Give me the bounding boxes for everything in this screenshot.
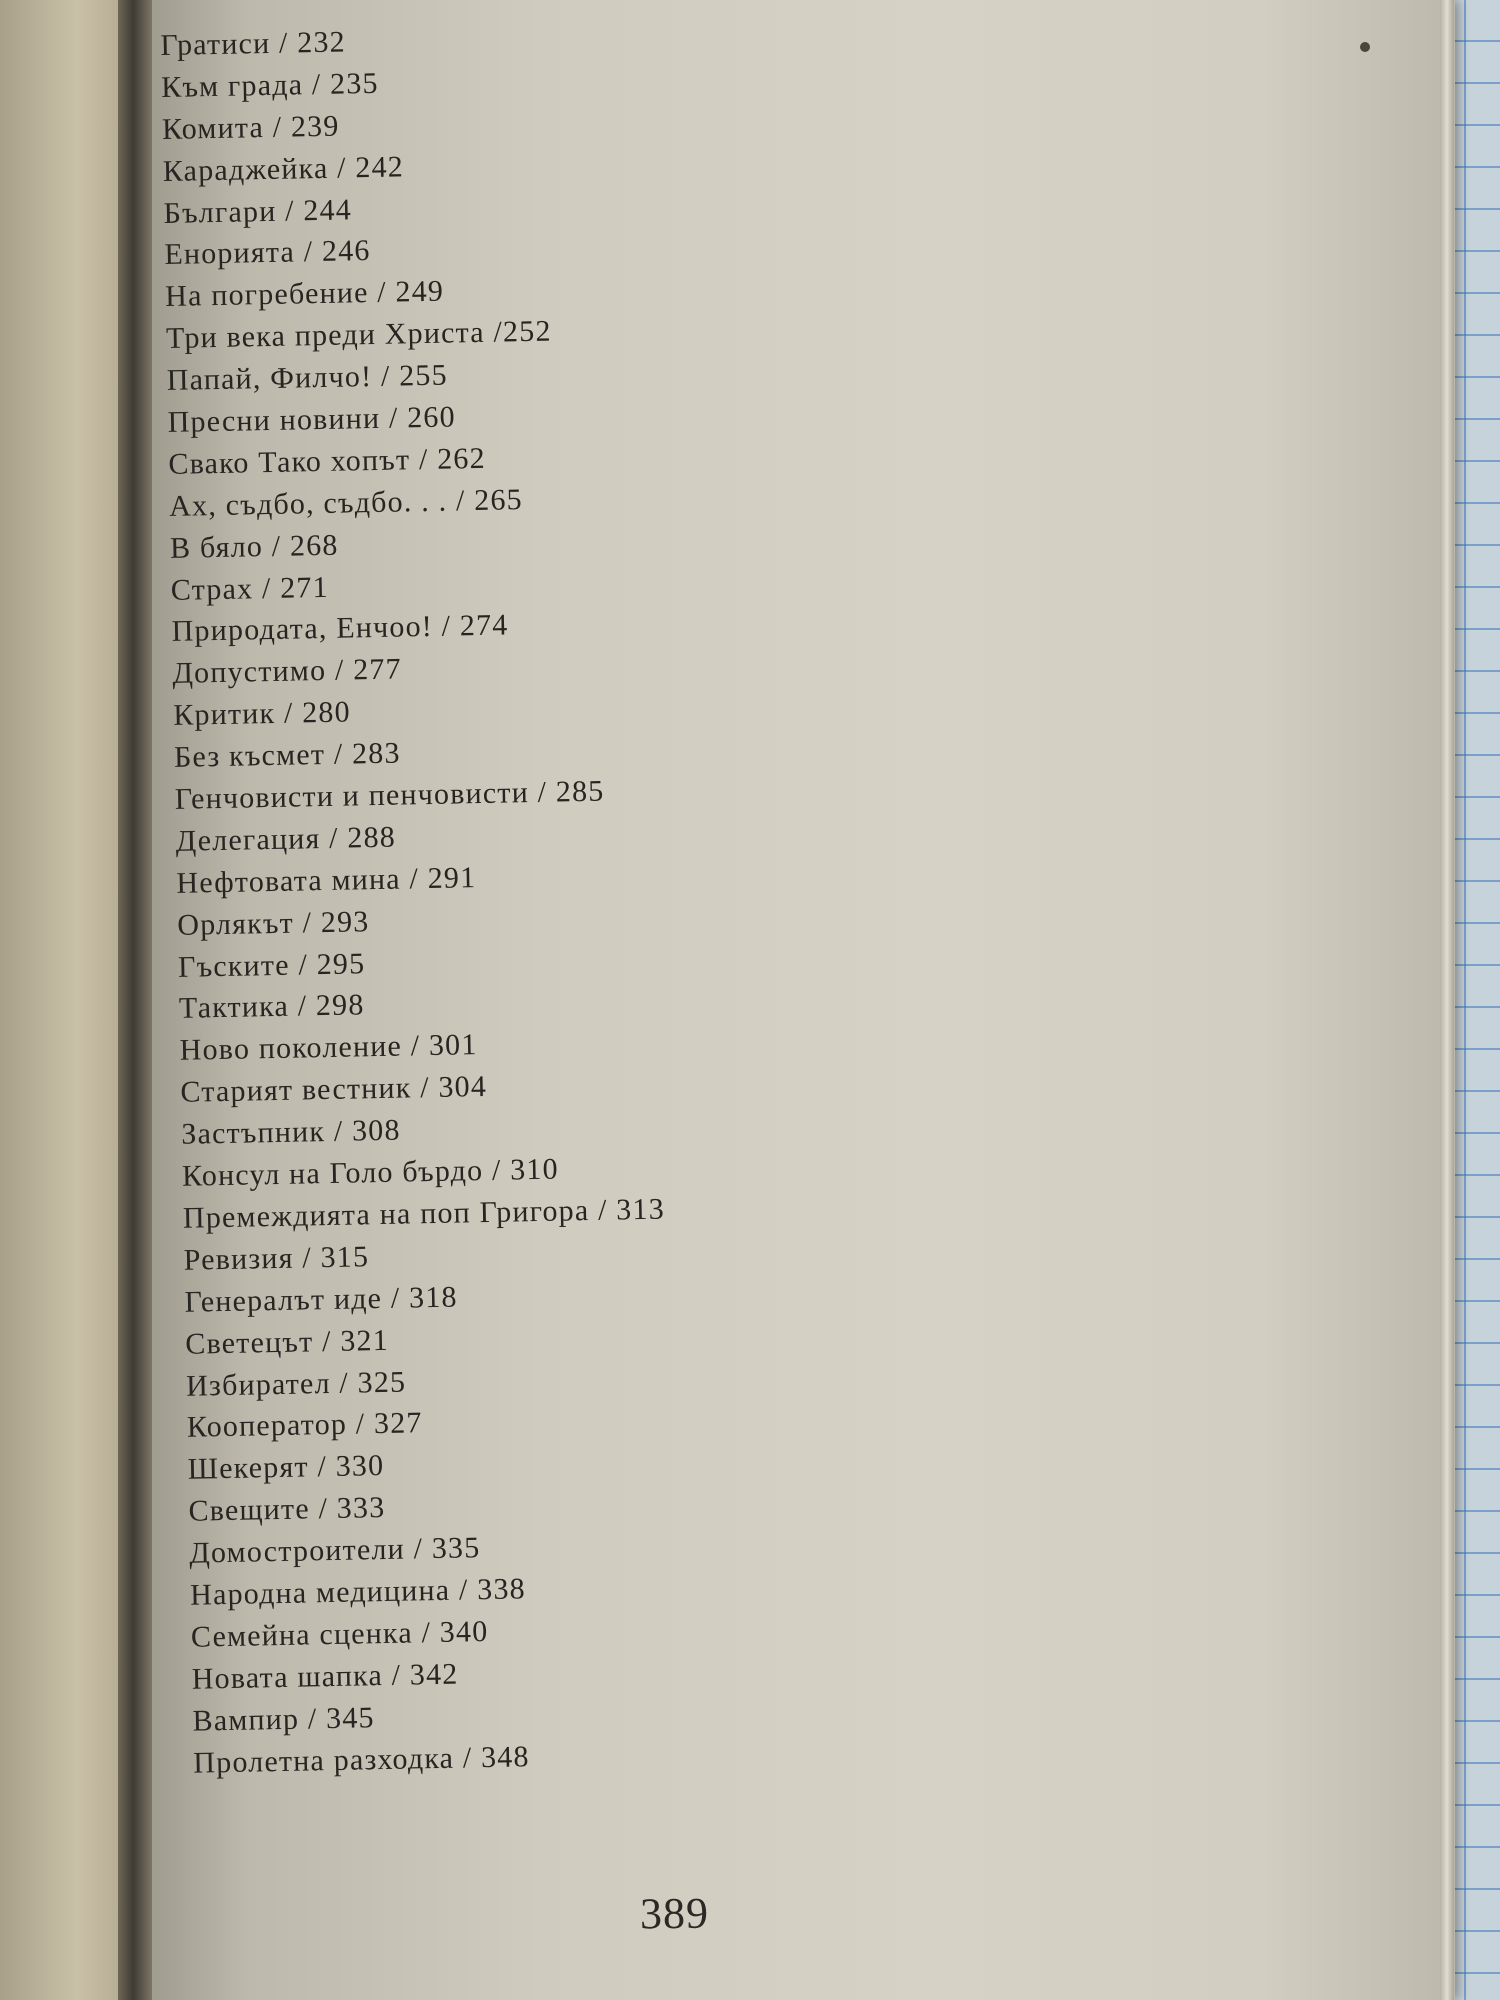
toc-entry: Допустимо / 277 bbox=[172, 652, 403, 691]
toc-entry: Старият вестник / 304 bbox=[180, 1070, 488, 1110]
toc-entry: Избирател / 325 bbox=[185, 1365, 407, 1403]
toc-entry: Българи / 244 bbox=[163, 192, 353, 230]
toc-entry: Новата шапка / 342 bbox=[191, 1657, 459, 1696]
toc-entry: Три века преди Христа /252 bbox=[165, 314, 552, 356]
toc-entry: Към града / 235 bbox=[160, 66, 380, 104]
paper-speck bbox=[1360, 42, 1370, 52]
toc-entry: Тактика / 298 bbox=[178, 988, 365, 1026]
toc-entry: Консул на Голо бърдо / 310 bbox=[181, 1152, 560, 1193]
toc-entry: В бяло / 268 bbox=[169, 528, 339, 565]
toc-entry: Без късмет / 283 bbox=[173, 736, 401, 775]
toc-entry: Домостроители / 335 bbox=[189, 1531, 481, 1570]
page-number: 389 bbox=[639, 1888, 710, 1939]
toc-entry: Делегация / 288 bbox=[175, 820, 397, 858]
toc-entry: Семейна сценка / 340 bbox=[190, 1614, 489, 1654]
table-of-contents bbox=[160, 8, 1094, 1784]
toc-entry: Застъпник / 308 bbox=[180, 1113, 401, 1151]
toc-entry: Гъските / 295 bbox=[177, 946, 366, 984]
toc-entry: Ново поколение / 301 bbox=[179, 1028, 478, 1068]
toc-entry: На погребение / 249 bbox=[164, 274, 445, 314]
toc-entry: Страх / 271 bbox=[170, 570, 330, 607]
toc-entry: Орлякът / 293 bbox=[176, 904, 370, 942]
toc-entry: Вампир / 345 bbox=[192, 1700, 376, 1738]
toc-entry: Светецът / 321 bbox=[185, 1323, 390, 1361]
toc-entry: Гратиси / 232 bbox=[160, 25, 347, 62]
toc-entry: Генчовисти и пенчовисти / 285 bbox=[174, 774, 605, 816]
book-gutter bbox=[118, 0, 152, 2000]
toc-entry: Премеждията на поп Григора / 313 bbox=[182, 1192, 666, 1235]
toc-entry: Генералът иде / 318 bbox=[184, 1280, 458, 1319]
toc-entry: Нефтовата мина / 291 bbox=[176, 860, 477, 900]
toc-entry: Свако Тако хопът / 262 bbox=[168, 441, 487, 481]
toc-entry: Папай, Филчо! / 255 bbox=[166, 358, 449, 398]
toc-entry: Комита / 239 bbox=[161, 109, 340, 146]
toc-entry: Ах, съдбо, съдбо. . . / 265 bbox=[168, 482, 524, 523]
toc-entry: Критик / 280 bbox=[172, 695, 352, 733]
page-stack-edge bbox=[1440, 0, 1454, 2000]
toc-entry: Караджейка / 242 bbox=[162, 150, 405, 188]
toc-entry: Народна медицина / 338 bbox=[189, 1572, 527, 1612]
toc-entry: Природата, Енчоо! / 274 bbox=[171, 608, 509, 649]
toc-entry: Енорията / 246 bbox=[164, 234, 371, 272]
toc-entry: Пролетна разходка / 348 bbox=[193, 1739, 530, 1780]
toc-entry: Свещите / 333 bbox=[188, 1491, 386, 1528]
toc-entry: Пресни новини / 260 bbox=[167, 400, 457, 439]
toc-entry: Кооператор / 327 bbox=[186, 1406, 423, 1445]
toc-entry: Шекерят / 330 bbox=[187, 1449, 385, 1487]
toc-entry: Ревизия / 315 bbox=[183, 1240, 370, 1277]
